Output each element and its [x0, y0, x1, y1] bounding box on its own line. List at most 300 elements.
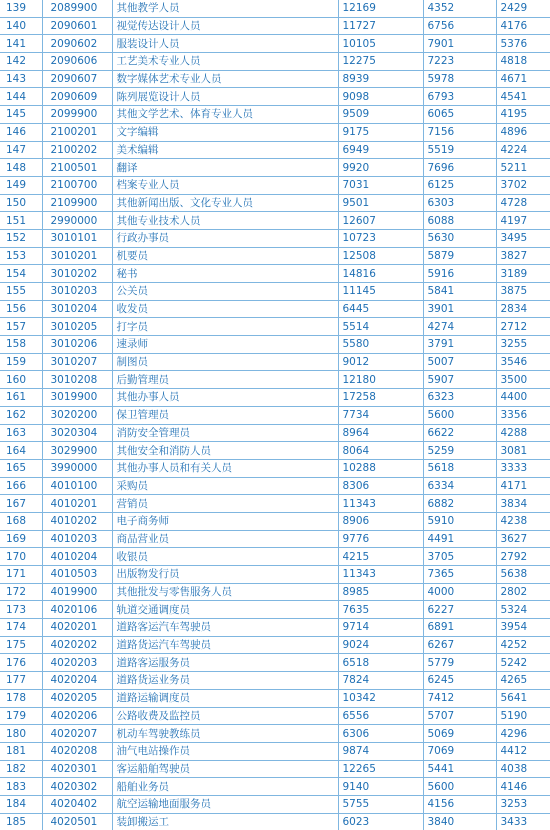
occupation-code-cell: 4020402 — [42, 795, 112, 813]
row-number-cell: 172 — [0, 583, 42, 601]
value-mid-cell: 7901 — [423, 35, 496, 53]
value-high-cell: 6023 — [338, 813, 423, 830]
value-low-cell: 4896 — [496, 123, 550, 141]
value-low-cell: 4400 — [496, 389, 550, 407]
table-row — [0, 194, 550, 212]
row-number-cell: 154 — [0, 265, 42, 283]
table-row — [0, 725, 550, 743]
occupation-code-cell: 3010206 — [42, 336, 112, 354]
occupation-code-cell: 4010203 — [42, 530, 112, 548]
row-number-cell: 176 — [0, 654, 42, 672]
value-mid-cell: 3791 — [423, 336, 496, 354]
value-high-cell: 12180 — [338, 371, 423, 389]
row-number-cell: 164 — [0, 442, 42, 460]
value-high-cell: 12275 — [338, 53, 423, 71]
value-high-cell: 10342 — [338, 689, 423, 707]
row-number-cell: 182 — [0, 760, 42, 778]
value-mid-cell: 5916 — [423, 265, 496, 283]
value-high-cell: 5580 — [338, 336, 423, 354]
value-high-cell: 4215 — [338, 548, 423, 566]
occupation-code-cell: 2100501 — [42, 159, 112, 177]
occupation-code-cell: 4020204 — [42, 672, 112, 690]
value-low-cell: 5641 — [496, 689, 550, 707]
value-mid-cell: 7069 — [423, 742, 496, 760]
value-high-cell: 8906 — [338, 512, 423, 530]
occupation-code-cell: 2090601 — [42, 17, 112, 35]
occupation-code-cell: 3010201 — [42, 247, 112, 265]
table-row — [0, 795, 550, 813]
value-low-cell: 3500 — [496, 371, 550, 389]
occupation-name-cell: 其他批发与零售服务人员 — [112, 583, 338, 601]
table-row — [0, 229, 550, 247]
value-high-cell: 6445 — [338, 300, 423, 318]
value-high-cell: 17258 — [338, 389, 423, 407]
row-number-cell: 141 — [0, 35, 42, 53]
value-high-cell: 11343 — [338, 566, 423, 584]
value-mid-cell: 5978 — [423, 70, 496, 88]
value-low-cell: 4728 — [496, 194, 550, 212]
value-low-cell: 4224 — [496, 141, 550, 159]
row-number-cell: 168 — [0, 512, 42, 530]
value-mid-cell: 4352 — [423, 0, 496, 17]
occupation-name-cell: 打字员 — [112, 318, 338, 336]
occupation-name-cell: 陈列展览设计人员 — [112, 88, 338, 106]
row-number-cell: 147 — [0, 141, 42, 159]
occupation-code-cell: 3010101 — [42, 229, 112, 247]
value-high-cell: 7824 — [338, 672, 423, 690]
value-high-cell: 6556 — [338, 707, 423, 725]
occupation-name-cell: 道路客运汽车驾驶员 — [112, 619, 338, 637]
occupation-code-cell: 4020207 — [42, 725, 112, 743]
occupation-name-cell: 翻译 — [112, 159, 338, 177]
row-number-cell: 171 — [0, 566, 42, 584]
row-number-cell: 155 — [0, 283, 42, 301]
value-high-cell: 9175 — [338, 123, 423, 141]
table-row — [0, 88, 550, 106]
value-mid-cell: 6267 — [423, 636, 496, 654]
value-mid-cell: 5907 — [423, 371, 496, 389]
occupation-code-cell: 4010201 — [42, 495, 112, 513]
occupation-name-cell: 其他专业技术人员 — [112, 212, 338, 230]
table-row — [0, 512, 550, 530]
occupation-name-cell: 道路货运汽车驾驶员 — [112, 636, 338, 654]
occupation-name-cell: 制图员 — [112, 353, 338, 371]
occupation-name-cell: 电子商务师 — [112, 512, 338, 530]
occupation-code-cell: 3010204 — [42, 300, 112, 318]
value-high-cell: 9140 — [338, 778, 423, 796]
value-high-cell: 6306 — [338, 725, 423, 743]
occupation-code-cell: 3029900 — [42, 442, 112, 460]
value-high-cell: 9098 — [338, 88, 423, 106]
value-low-cell: 4038 — [496, 760, 550, 778]
value-low-cell: 4818 — [496, 53, 550, 71]
value-mid-cell: 5600 — [423, 406, 496, 424]
value-mid-cell: 3840 — [423, 813, 496, 830]
row-number-cell: 144 — [0, 88, 42, 106]
occupation-code-cell: 4020208 — [42, 742, 112, 760]
table-row — [0, 742, 550, 760]
occupation-code-cell: 4020301 — [42, 760, 112, 778]
occupation-code-cell: 4020201 — [42, 619, 112, 637]
value-mid-cell: 6882 — [423, 495, 496, 513]
value-mid-cell: 4491 — [423, 530, 496, 548]
occupation-name-cell: 美术编辑 — [112, 141, 338, 159]
occupation-name-cell: 其他文学艺术、体育专业人员 — [112, 106, 338, 124]
value-low-cell: 4195 — [496, 106, 550, 124]
value-high-cell: 12508 — [338, 247, 423, 265]
table-row — [0, 619, 550, 637]
occupation-name-cell: 收发员 — [112, 300, 338, 318]
table-row — [0, 636, 550, 654]
value-high-cell: 5514 — [338, 318, 423, 336]
occupation-name-cell: 道路货运业务员 — [112, 672, 338, 690]
value-low-cell: 5242 — [496, 654, 550, 672]
occupation-name-cell: 客运船舶驾驶员 — [112, 760, 338, 778]
row-number-cell: 160 — [0, 371, 42, 389]
value-high-cell: 9024 — [338, 636, 423, 654]
value-high-cell: 5755 — [338, 795, 423, 813]
row-number-cell: 179 — [0, 707, 42, 725]
value-low-cell: 3081 — [496, 442, 550, 460]
value-mid-cell: 6323 — [423, 389, 496, 407]
row-number-cell: 152 — [0, 229, 42, 247]
value-low-cell: 3834 — [496, 495, 550, 513]
occupation-code-cell: 3019900 — [42, 389, 112, 407]
occupation-name-cell: 保卫管理员 — [112, 406, 338, 424]
value-mid-cell: 4156 — [423, 795, 496, 813]
value-low-cell: 4671 — [496, 70, 550, 88]
table-row — [0, 17, 550, 35]
row-number-cell: 148 — [0, 159, 42, 177]
value-high-cell: 10288 — [338, 459, 423, 477]
occupation-name-cell: 档案专业人员 — [112, 176, 338, 194]
value-mid-cell: 5600 — [423, 778, 496, 796]
value-high-cell: 12169 — [338, 0, 423, 17]
value-low-cell: 3253 — [496, 795, 550, 813]
value-low-cell: 2802 — [496, 583, 550, 601]
value-high-cell: 8964 — [338, 424, 423, 442]
value-mid-cell: 6891 — [423, 619, 496, 637]
row-number-cell: 166 — [0, 477, 42, 495]
value-mid-cell: 7412 — [423, 689, 496, 707]
value-high-cell: 9920 — [338, 159, 423, 177]
table-row — [0, 318, 550, 336]
value-high-cell: 9776 — [338, 530, 423, 548]
occupation-name-cell: 视觉传达设计人员 — [112, 17, 338, 35]
occupation-name-cell: 油气电站操作员 — [112, 742, 338, 760]
value-low-cell: 3433 — [496, 813, 550, 830]
value-high-cell: 7734 — [338, 406, 423, 424]
value-low-cell: 3875 — [496, 283, 550, 301]
value-high-cell: 7031 — [338, 176, 423, 194]
value-high-cell: 10723 — [338, 229, 423, 247]
occupation-name-cell: 轨道交通调度员 — [112, 601, 338, 619]
table-row — [0, 0, 550, 17]
row-number-cell: 180 — [0, 725, 42, 743]
occupation-code-cell: 4019900 — [42, 583, 112, 601]
occupation-name-cell: 后勤管理员 — [112, 371, 338, 389]
occupation-name-cell: 其他教学人员 — [112, 0, 338, 17]
value-mid-cell: 7156 — [423, 123, 496, 141]
occupation-name-cell: 工艺美术专业人员 — [112, 53, 338, 71]
row-number-cell: 149 — [0, 176, 42, 194]
table-row — [0, 389, 550, 407]
row-number-cell: 162 — [0, 406, 42, 424]
row-number-cell: 145 — [0, 106, 42, 124]
value-low-cell: 3189 — [496, 265, 550, 283]
value-mid-cell: 7365 — [423, 566, 496, 584]
row-number-cell: 165 — [0, 459, 42, 477]
value-low-cell: 4541 — [496, 88, 550, 106]
row-number-cell: 185 — [0, 813, 42, 830]
occupation-name-cell: 商品营业员 — [112, 530, 338, 548]
value-high-cell: 11343 — [338, 495, 423, 513]
occupation-name-cell: 消防安全管理员 — [112, 424, 338, 442]
occupation-name-cell: 机动车驾驶教练员 — [112, 725, 338, 743]
value-mid-cell: 5441 — [423, 760, 496, 778]
value-high-cell: 6518 — [338, 654, 423, 672]
value-high-cell: 7635 — [338, 601, 423, 619]
value-mid-cell: 6088 — [423, 212, 496, 230]
row-number-cell: 161 — [0, 389, 42, 407]
occupation-code-cell: 2109900 — [42, 194, 112, 212]
table-row — [0, 247, 550, 265]
occupation-name-cell: 其他办事人员 — [112, 389, 338, 407]
occupation-code-cell: 2090602 — [42, 35, 112, 53]
value-mid-cell: 3705 — [423, 548, 496, 566]
value-mid-cell: 4000 — [423, 583, 496, 601]
table-row — [0, 689, 550, 707]
occupation-name-cell: 船舶业务员 — [112, 778, 338, 796]
occupation-code-cell: 3010205 — [42, 318, 112, 336]
occupation-code-cell: 4020501 — [42, 813, 112, 830]
table-row — [0, 141, 550, 159]
occupation-code-cell: 4020205 — [42, 689, 112, 707]
table-row — [0, 707, 550, 725]
row-number-cell: 169 — [0, 530, 42, 548]
value-low-cell: 5638 — [496, 566, 550, 584]
value-high-cell: 9501 — [338, 194, 423, 212]
occupation-code-cell: 2100202 — [42, 141, 112, 159]
table-row — [0, 212, 550, 230]
value-mid-cell: 5879 — [423, 247, 496, 265]
table-row — [0, 106, 550, 124]
row-number-cell: 184 — [0, 795, 42, 813]
row-number-cell: 167 — [0, 495, 42, 513]
row-number-cell: 150 — [0, 194, 42, 212]
value-mid-cell: 7696 — [423, 159, 496, 177]
value-high-cell: 11145 — [338, 283, 423, 301]
row-number-cell: 146 — [0, 123, 42, 141]
occupation-code-cell: 4020203 — [42, 654, 112, 672]
value-low-cell: 4176 — [496, 17, 550, 35]
occupation-name-cell: 出版物发行员 — [112, 566, 338, 584]
value-mid-cell: 5007 — [423, 353, 496, 371]
value-mid-cell: 6245 — [423, 672, 496, 690]
occupation-code-cell: 4010204 — [42, 548, 112, 566]
value-low-cell: 5190 — [496, 707, 550, 725]
value-mid-cell: 4274 — [423, 318, 496, 336]
row-number-cell: 170 — [0, 548, 42, 566]
value-low-cell: 3333 — [496, 459, 550, 477]
value-mid-cell: 6303 — [423, 194, 496, 212]
row-number-cell: 142 — [0, 53, 42, 71]
value-low-cell: 3627 — [496, 530, 550, 548]
occupation-code-cell: 3010203 — [42, 283, 112, 301]
occupation-code-cell: 4020206 — [42, 707, 112, 725]
value-low-cell: 2792 — [496, 548, 550, 566]
value-high-cell: 9509 — [338, 106, 423, 124]
value-mid-cell: 6227 — [423, 601, 496, 619]
row-number-cell: 174 — [0, 619, 42, 637]
occupation-code-cell: 4010100 — [42, 477, 112, 495]
occupation-code-cell: 2090609 — [42, 88, 112, 106]
occupation-code-cell: 2100201 — [42, 123, 112, 141]
table-row — [0, 459, 550, 477]
occupation-code-cell: 2100700 — [42, 176, 112, 194]
value-high-cell: 9874 — [338, 742, 423, 760]
value-low-cell: 4238 — [496, 512, 550, 530]
row-number-cell: 140 — [0, 17, 42, 35]
value-low-cell: 4146 — [496, 778, 550, 796]
table-row — [0, 760, 550, 778]
occupation-name-cell: 数字媒体艺术专业人员 — [112, 70, 338, 88]
occupation-name-cell: 收银员 — [112, 548, 338, 566]
table-row — [0, 813, 550, 830]
occupation-name-cell: 文字编辑 — [112, 123, 338, 141]
table-row — [0, 601, 550, 619]
value-low-cell: 4265 — [496, 672, 550, 690]
row-number-cell: 151 — [0, 212, 42, 230]
occupation-code-cell: 2099900 — [42, 106, 112, 124]
value-mid-cell: 6793 — [423, 88, 496, 106]
row-number-cell: 177 — [0, 672, 42, 690]
value-low-cell: 4296 — [496, 725, 550, 743]
value-high-cell: 8939 — [338, 70, 423, 88]
occupation-code-cell: 4010503 — [42, 566, 112, 584]
occupation-code-cell: 3990000 — [42, 459, 112, 477]
value-high-cell: 8306 — [338, 477, 423, 495]
occupation-code-cell: 3010202 — [42, 265, 112, 283]
value-high-cell: 8064 — [338, 442, 423, 460]
value-mid-cell: 7223 — [423, 53, 496, 71]
table-row — [0, 35, 550, 53]
table-row — [0, 300, 550, 318]
occupation-name-cell: 营销员 — [112, 495, 338, 513]
occupation-name-cell: 其他新闻出版、文化专业人员 — [112, 194, 338, 212]
table-row — [0, 583, 550, 601]
value-mid-cell: 5910 — [423, 512, 496, 530]
value-low-cell: 5324 — [496, 601, 550, 619]
occupation-code-cell: 3010208 — [42, 371, 112, 389]
occupation-code-cell: 4010202 — [42, 512, 112, 530]
row-number-cell: 163 — [0, 424, 42, 442]
value-mid-cell: 6622 — [423, 424, 496, 442]
occupation-name-cell: 装卸搬运工 — [112, 813, 338, 830]
table-row — [0, 336, 550, 354]
row-number-cell: 173 — [0, 601, 42, 619]
value-low-cell: 4412 — [496, 742, 550, 760]
value-mid-cell: 5630 — [423, 229, 496, 247]
table-row — [0, 176, 550, 194]
occupation-code-cell: 2090607 — [42, 70, 112, 88]
value-low-cell: 2429 — [496, 0, 550, 17]
value-low-cell: 3495 — [496, 229, 550, 247]
occupation-code-cell: 2990000 — [42, 212, 112, 230]
row-number-cell: 158 — [0, 336, 42, 354]
table-row — [0, 371, 550, 389]
value-low-cell: 4197 — [496, 212, 550, 230]
occupation-name-cell: 其他办事人员和有关人员 — [112, 459, 338, 477]
occupation-name-cell: 服装设计人员 — [112, 35, 338, 53]
value-high-cell: 12607 — [338, 212, 423, 230]
value-mid-cell: 5259 — [423, 442, 496, 460]
occupation-name-cell: 公路收费及监控员 — [112, 707, 338, 725]
occupation-name-cell: 其他安全和消防人员 — [112, 442, 338, 460]
table-row — [0, 424, 550, 442]
value-mid-cell: 5618 — [423, 459, 496, 477]
table-row — [0, 159, 550, 177]
value-low-cell: 4171 — [496, 477, 550, 495]
occupation-code-cell: 4020106 — [42, 601, 112, 619]
occupation-code-cell: 3020200 — [42, 406, 112, 424]
value-high-cell: 11727 — [338, 17, 423, 35]
occupation-code-cell: 3010207 — [42, 353, 112, 371]
table-row — [0, 265, 550, 283]
occupation-name-cell: 速录师 — [112, 336, 338, 354]
occupation-name-cell: 采购员 — [112, 477, 338, 495]
value-high-cell: 10105 — [338, 35, 423, 53]
value-mid-cell: 6065 — [423, 106, 496, 124]
row-number-cell: 139 — [0, 0, 42, 17]
occupation-code-cell: 4020302 — [42, 778, 112, 796]
occupation-code-cell: 2089900 — [42, 0, 112, 17]
row-number-cell: 156 — [0, 300, 42, 318]
row-number-cell: 183 — [0, 778, 42, 796]
value-high-cell: 9714 — [338, 619, 423, 637]
occupation-code-cell: 2090606 — [42, 53, 112, 71]
occupation-code-cell: 4020202 — [42, 636, 112, 654]
table-row — [0, 548, 550, 566]
row-number-cell: 181 — [0, 742, 42, 760]
occupation-name-cell: 机要员 — [112, 247, 338, 265]
table-row — [0, 70, 550, 88]
value-low-cell: 3827 — [496, 247, 550, 265]
value-mid-cell: 5069 — [423, 725, 496, 743]
row-number-cell: 175 — [0, 636, 42, 654]
occupation-name-cell: 公关员 — [112, 283, 338, 301]
row-number-cell: 178 — [0, 689, 42, 707]
value-mid-cell: 5519 — [423, 141, 496, 159]
value-low-cell: 3356 — [496, 406, 550, 424]
table-row — [0, 442, 550, 460]
table-row — [0, 654, 550, 672]
table-row — [0, 566, 550, 584]
table-row — [0, 530, 550, 548]
value-high-cell: 14816 — [338, 265, 423, 283]
occupation-name-cell: 行政办事员 — [112, 229, 338, 247]
value-high-cell: 8985 — [338, 583, 423, 601]
occupation-code-cell: 3020304 — [42, 424, 112, 442]
value-mid-cell: 6756 — [423, 17, 496, 35]
table-row — [0, 406, 550, 424]
value-high-cell: 6949 — [338, 141, 423, 159]
value-mid-cell: 6334 — [423, 477, 496, 495]
table-row — [0, 778, 550, 796]
table-row — [0, 283, 550, 301]
row-number-cell: 153 — [0, 247, 42, 265]
value-mid-cell: 6125 — [423, 176, 496, 194]
